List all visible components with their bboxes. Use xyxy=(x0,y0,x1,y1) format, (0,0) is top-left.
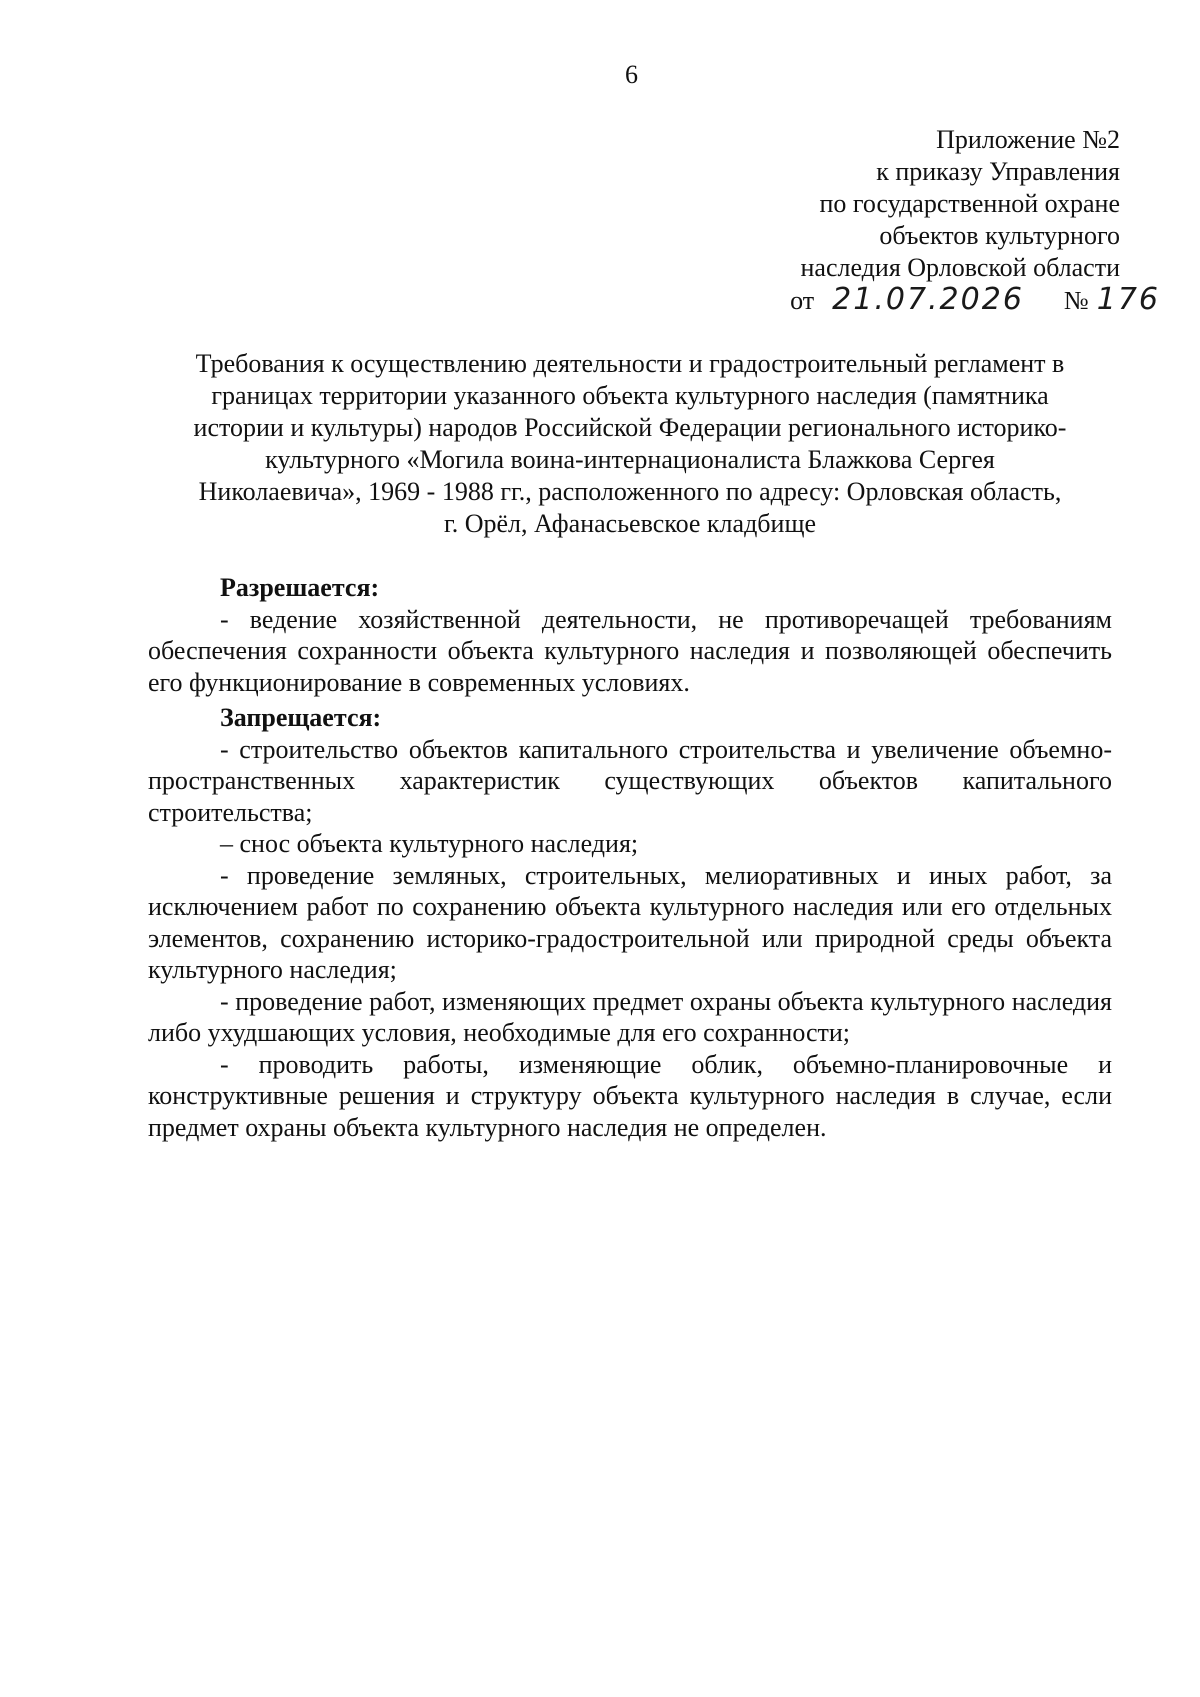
attachment-line: наследия Орловской области xyxy=(800,253,1120,282)
page-number: 6 xyxy=(625,60,638,89)
title-line: границах территории указанного объекта культурного наследия (памятника xyxy=(211,381,1049,410)
allowed-heading: Разрешается: xyxy=(220,573,380,602)
forbidden-item: - проведение работ, изменяющих предмет охраны объекта культурного наследия либо ухудшающих условия, необходимые для его сохранности; xyxy=(148,986,1112,1047)
allowed-item: - ведение хозяйственной деятельности, не противоречащей требованиям обеспечения сохранности объекта культурного наследия и позволяющей обеспечить его функционирование в современных условиях. xyxy=(148,604,1112,697)
attachment-line: объектов культурного xyxy=(879,221,1120,250)
forbidden-item: - строительство объектов капитального строительства и увеличение объемно-пространственных характеристик существующих объектов капитального строительства; xyxy=(148,734,1112,827)
attachment-line: к приказу Управления xyxy=(876,157,1120,186)
date-label: от xyxy=(790,286,815,315)
attachment-line: Приложение №2 xyxy=(936,125,1120,154)
title-line: г. Орёл, Афанасьевское кладбище xyxy=(444,509,816,538)
forbidden-item: - проводить работы, изменяющие облик, объемно-планировочные и конструктивные решения и структуру объекта культурного наследия в случае, если предмет охраны объекта культурного наследия не определен. xyxy=(148,1049,1112,1142)
document-body xyxy=(148,572,1112,1143)
title-line: Требования к осуществлению деятельности и градостроительный регламент в xyxy=(195,349,1065,378)
document-title xyxy=(150,348,1110,540)
order-date-number-line xyxy=(790,282,1160,317)
title-line: Николаевича», 1969 - 1988 гг., расположенного по адресу: Орловская область, xyxy=(198,477,1062,506)
title-line: культурного «Могила воина-интернационалиста Блажкова Сергея xyxy=(265,445,995,474)
forbidden-heading: Запрещается: xyxy=(220,703,382,732)
order-number-handwritten: 176 xyxy=(1096,282,1160,317)
attachment-line: по государственной охране xyxy=(819,189,1120,218)
forbidden-item: - проведение земляных, строительных, мелиоративных и иных работ, за исключением работ по сохранению объекта культурного наследия или его отдельных элементов, сохранению историко-градостроительной или природной среды объекта культурного наследия; xyxy=(148,860,1112,984)
number-label: № xyxy=(1063,286,1089,315)
attachment-header xyxy=(790,124,1160,317)
order-date-handwritten: 21.07.2026 xyxy=(832,282,1024,317)
forbidden-item: – снос объекта культурного наследия; xyxy=(220,829,639,858)
title-line: истории и культуры) народов Российской Федерации регионального историко- xyxy=(193,413,1067,442)
